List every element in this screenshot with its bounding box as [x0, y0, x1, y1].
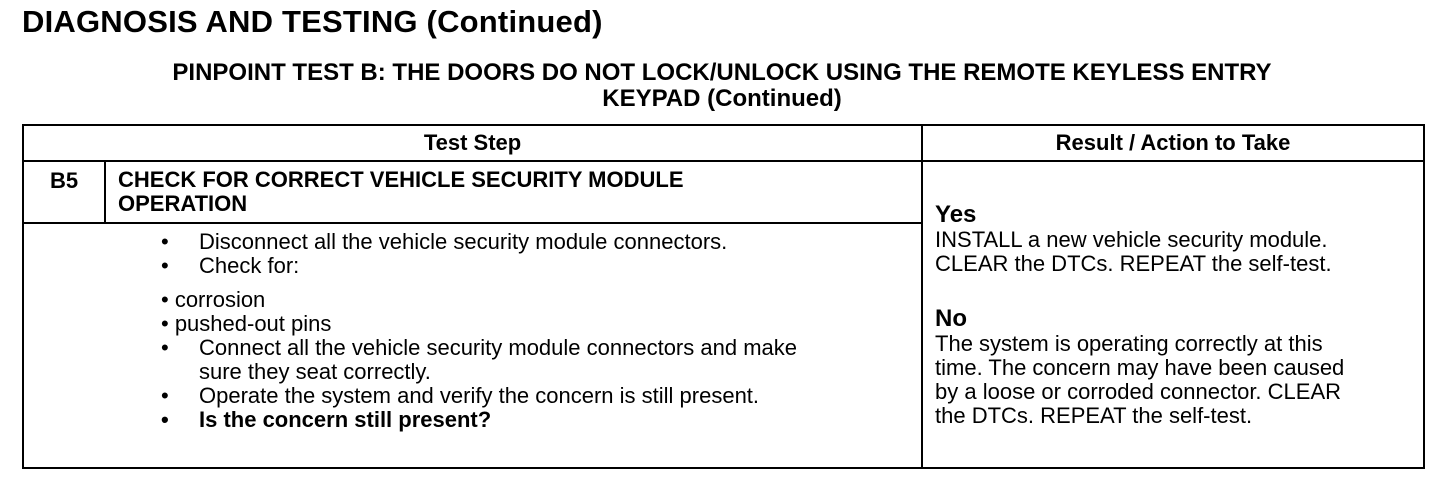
check-subitem: • corrosion — [161, 287, 266, 312]
no-action-line-4: the DTCs. REPEAT the self-test. — [935, 402, 1253, 428]
check-subitem: • pushed-out pins — [161, 311, 332, 336]
step-id-spacer — [23, 223, 105, 468]
instruction-list — [105, 230, 921, 432]
column-header-test-step: Test Step — [23, 125, 922, 161]
yes-action-line-1: INSTALL a new vehicle security module. — [935, 226, 1328, 252]
yes-label: Yes — [935, 200, 977, 228]
no-label: No — [935, 304, 968, 332]
test-title-line-1: PINPOINT TEST B: THE DOORS DO NOT LOCK/UNLOCK USING THE REMOTE KEYLESS ENTRY — [172, 59, 1272, 86]
pinpoint-test-table — [22, 124, 1425, 469]
step-heading — [105, 161, 922, 223]
result-cell — [922, 161, 1424, 468]
instruction-item: • Operate the system and verify the concern is still present. — [161, 383, 760, 408]
step-instructions — [105, 223, 922, 468]
instruction-item: • Check for: • corrosion • pushed-out pins — [199, 254, 921, 336]
test-title-line-2: KEYPAD (Continued) — [602, 85, 842, 112]
instruction-item: • Disconnect all the vehicle security module connectors. — [161, 229, 728, 254]
instruction-item: • Connect all the vehicle security module connectors and make sure they seat correctly. — [161, 335, 797, 384]
step-heading-line-1: CHECK FOR CORRECT VEHICLE SECURITY MODULE — [118, 167, 684, 192]
no-action-line-3: by a loose or corroded connector. CLEAR — [935, 378, 1342, 404]
page-title: DIAGNOSIS AND TESTING (Continued) — [22, 4, 603, 39]
yes-action-line-2: CLEAR the DTCs. REPEAT the self-test. — [935, 250, 1332, 276]
column-header-result: Result / Action to Take — [922, 125, 1424, 161]
step-id: B5 — [23, 161, 105, 223]
no-action-line-2: time. The concern may have been caused — [935, 354, 1345, 380]
no-action-line-1: The system is operating correctly at this — [935, 330, 1323, 356]
instruction-item-question: • Is the concern still present? — [161, 407, 492, 432]
pinpoint-test-title — [22, 60, 1422, 112]
step-heading-line-2: OPERATION — [118, 191, 248, 216]
